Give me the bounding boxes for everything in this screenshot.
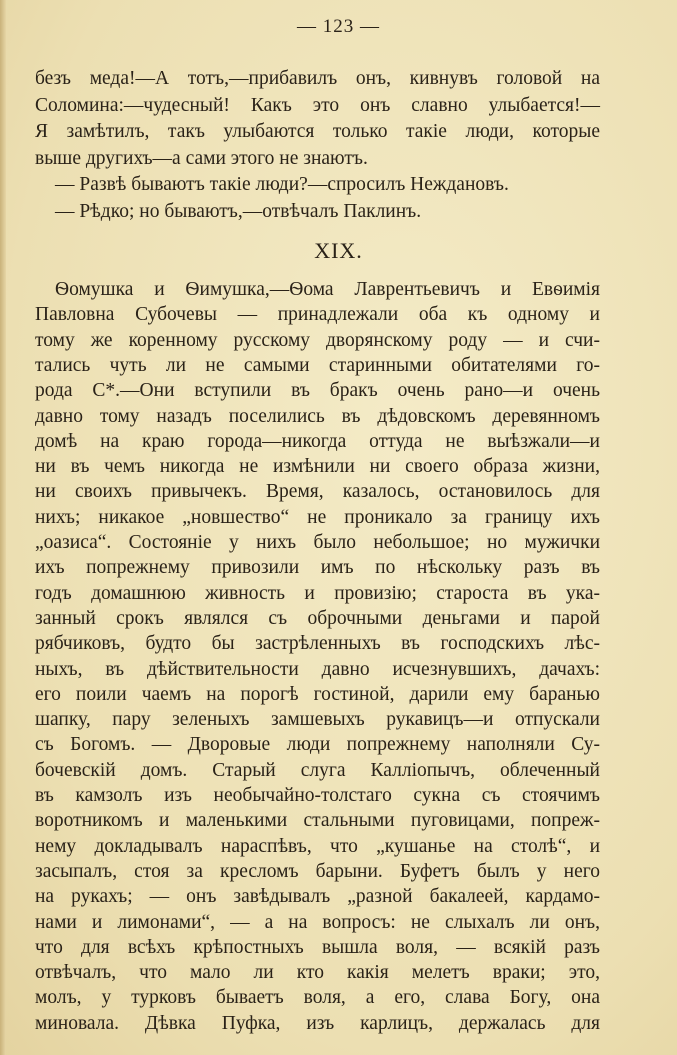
text-line: выше другихъ—а сами этого не знаютъ. <box>35 147 368 169</box>
text-line: — Рѣдко; но бываютъ,—отвѣчалъ Паклинъ. <box>55 200 422 222</box>
text-line: нихъ; никакое „новшество“ не проникало за границу ихъ <box>35 506 600 528</box>
text-line: нему докладывалъ нараспѣвъ, что „кушанье на столѣ“, и <box>35 835 600 857</box>
text-line: воротникомъ и маленькими стальными пуговицами, попреж- <box>35 810 600 832</box>
text-line: давно тому назадъ поселились въ дѣдовскомъ деревянномъ <box>35 405 600 427</box>
text-line: тались чуть ли не самыми старинными обитателями го- <box>35 354 600 376</box>
text-line: безъ меда!—А тотъ,—прибавилъ онъ, кивнувъ головой на <box>35 68 600 89</box>
text-line: годъ домашнюю живность и провизію; староста въ ука- <box>35 582 600 604</box>
page-edge-shadow <box>0 0 6 1055</box>
text-line: рода С*.—Они вступили въ бракъ очень рано—и очень <box>35 380 600 402</box>
text-line: — Развѣ бываютъ такіе люди?—спросилъ Неждановъ. <box>55 174 509 195</box>
text-line: съ Богомъ. — Дворовые люди попрежнему наполняли Су- <box>35 734 600 756</box>
text-line: ныхъ, въ дѣйствительности давно исчезнувшихъ, дачахъ: <box>35 658 600 680</box>
text-line: ихъ попрежнему привозили имъ по нѣскольку разъ въ <box>35 557 600 579</box>
text-line: занный срокъ являлся съ оброчными деньгами и парой <box>35 607 600 629</box>
text-line: на рукахъ; — онъ завѣдывалъ „разной бакалеей, кардамо- <box>35 886 600 908</box>
page-number: — 123 — <box>297 16 380 37</box>
text-line: шапку, пару зеленыхъ замшевыхъ рукавицъ—и отпускали <box>35 709 600 731</box>
text-line: „оазиса“. Состояніе у нихъ было небольшое; но мужички <box>35 532 600 553</box>
text-line: нами и лимонами“, — а на вопросъ: не слыхалъ ли онъ, <box>35 911 600 933</box>
text-line: Павловна Субочевы — принадлежали оба къ одному и <box>35 304 600 326</box>
text-line: въ камзолъ изъ необычайно-толстаго сукна съ стоячимъ <box>35 785 600 806</box>
text-line: домѣ на краю города—никогда оттуда не выѣзжали—и <box>35 430 600 452</box>
chapter-heading: XIX. <box>314 238 363 263</box>
text-line: ни въ чемъ никогда не измѣнили ни своего образа жизни, <box>35 456 600 478</box>
text-line: его поили чаемъ на порогѣ гостиной, дарили ему баранью <box>35 683 600 705</box>
text-line: Ѳомушка и Ѳимушка,—Ѳома Лаврентьевичъ и Евѳимія <box>55 279 600 300</box>
text-line: молъ, у турковъ бываетъ воля, а его, слава Богу, она <box>35 987 600 1009</box>
text-line: Соломина:—чудесный! Какъ это онъ славно улыбается!— <box>35 94 600 116</box>
text-line: миновала. Дѣвка Пуфка, изъ карлицъ, держалась для <box>35 1012 600 1034</box>
text-line: ни своихъ привычекъ. Время, казалось, остановилось для <box>35 481 600 503</box>
text-line: рябчиковъ, будто бы застрѣленныхъ въ господскихъ лѣс- <box>35 633 600 655</box>
text-line: отвѣчалъ, что мало ли кто какія мелетъ враки; это, <box>35 962 600 984</box>
text-line: засыпалъ, стоя за кресломъ барыни. Буфетъ былъ у него <box>35 860 600 882</box>
text-line: что для всѣхъ крѣпостныхъ вышла воля, — всякій разъ <box>35 936 600 958</box>
text-line: Я замѣтилъ, такъ улыбаются только такіе люди, которые <box>35 121 600 142</box>
text-line: тому же коренному русскому дворянскому роду — и счи- <box>35 329 600 351</box>
text-line: бочевскій домъ. Старый слуга Калліопычъ, облеченный <box>35 759 600 781</box>
